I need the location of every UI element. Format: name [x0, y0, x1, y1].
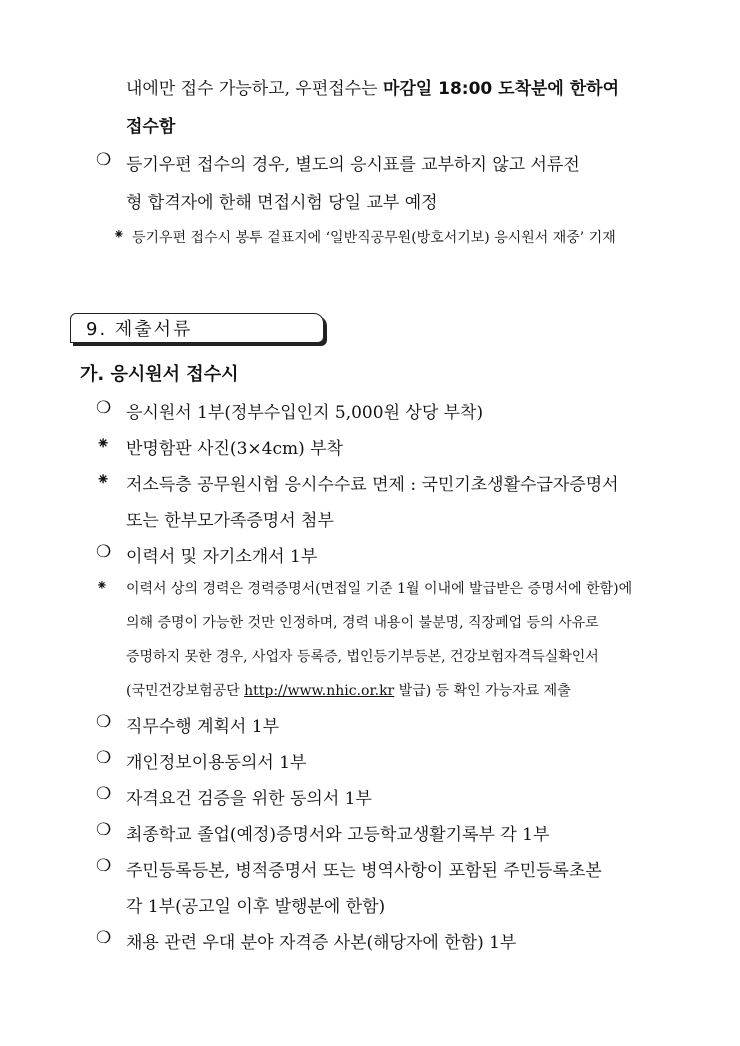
registered-mail-note: 등기우편 접수시 봉투 겉표지에 ‘일반직공무원(방호서기보) 응시원서 재중’ 기재: [132, 230, 616, 246]
doc-resume: 이력서 및 자기소개서 1부: [126, 547, 318, 567]
circle-bullet-icon: ❍: [96, 784, 112, 804]
asterisk-note-icon: ⁕: [113, 227, 125, 243]
circle-bullet-icon: ❍: [96, 820, 112, 840]
section-title: 9. 제출서류: [86, 319, 193, 340]
note-career-line-2: 의해 증명이 가능한 것만 인정하며, 경력 내용이 불분명, 직장폐업 등의 사유로: [126, 615, 599, 631]
asterisk-note-icon: ⁕: [96, 470, 111, 490]
asterisk-note-icon: ⁕: [96, 578, 108, 594]
doc-work-plan: 직무수행 계획서 1부: [126, 717, 279, 737]
note-fee-exemption-line-1: 저소득층 공무원시험 응시수수료 면제 : 국민기초생활수급자증명서: [126, 475, 619, 495]
circle-bullet-icon: ❍: [96, 150, 112, 170]
circle-bullet-icon: ❍: [96, 542, 112, 562]
circle-bullet-icon: ❍: [96, 748, 112, 768]
doc-resident-registration-line-2: 각 1부(공고일 이후 발행분에 한함): [126, 897, 386, 917]
circle-bullet-icon: ❍: [96, 856, 112, 876]
intro-line-2: 접수함: [126, 117, 176, 137]
note-career-line-4: [126, 680, 571, 700]
note-fee-exemption-line-2: 또는 한부모가족증명서 첨부: [126, 511, 334, 531]
registered-mail-line-2: 형 합격자에 한해 면접시험 당일 교부 예정: [126, 193, 438, 213]
doc-application-form: 응시원서 1부(정부수입인지 5,000원 상당 부착): [126, 403, 484, 423]
intro-text: 내에만 접수 가능하고, 우편접수는: [126, 79, 383, 99]
note-career-text-end: 발급) 등 확인 가능자료 제출: [394, 683, 571, 699]
doc-privacy-consent: 개인정보이용동의서 1부: [126, 753, 307, 773]
note-career-line-3: 증명하지 못한 경우, 사업자 등록증, 법인등기부등본, 건강보험자격득실확인서: [126, 649, 599, 665]
intro-bold-text: 마감일 18:00 도착분에 한하여: [382, 79, 620, 99]
nhic-link[interactable]: http://www.nhic.or.kr: [244, 683, 395, 699]
doc-resident-registration-line-1: 주민등록등본, 병적증명서 또는 병역사항이 포함된 주민등록초본: [126, 861, 602, 881]
asterisk-note-icon: ⁕: [96, 434, 111, 454]
note-career-text: (국민건강보험공단: [126, 683, 245, 699]
note-photo: 반명함판 사진(3×4cm) 부착: [126, 439, 343, 459]
intro-line-1: [126, 74, 619, 99]
doc-graduation-cert: 최종학교 졸업(예정)증명서와 고등학교생활기록부 각 1부: [126, 825, 550, 845]
doc-certificate-copy: 채용 관련 우대 분야 자격증 사본(해당자에 한함) 1부: [126, 933, 517, 953]
note-career-line-1: 이력서 상의 경력은 경력증명서(면접일 기준 1월 이내에 발급받은 증명서에 한함)에: [126, 581, 633, 597]
circle-bullet-icon: ❍: [96, 928, 112, 948]
doc-verification-consent: 자격요건 검증을 위한 동의서 1부: [126, 789, 372, 809]
registered-mail-line-1: 등기우편 접수의 경우, 별도의 응시표를 교부하지 않고 서류전: [126, 155, 580, 175]
subsection-heading: 가. 응시원서 접수시: [80, 364, 239, 385]
circle-bullet-icon: ❍: [96, 712, 112, 732]
circle-bullet-icon: ❍: [96, 398, 112, 418]
